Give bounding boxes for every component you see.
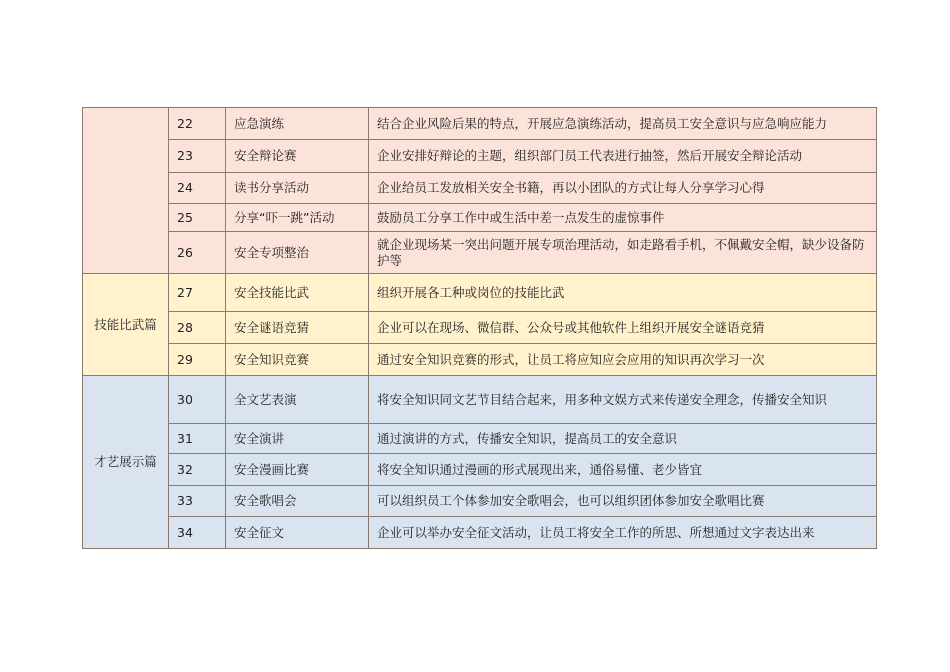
item-number: 25	[169, 204, 226, 232]
activity-name: 安全技能比武	[226, 274, 369, 312]
activity-name: 安全谜语竞猜	[226, 312, 369, 344]
table-row	[83, 140, 877, 173]
category-cell	[83, 108, 169, 274]
table-row	[83, 173, 877, 204]
item-number: 33	[169, 486, 226, 517]
activity-name: 读书分享活动	[226, 173, 369, 204]
table-row	[83, 232, 877, 274]
activity-description: 结合企业风险后果的特点，开展应急演练活动，提高员工安全意识与应急响应能力	[369, 108, 877, 140]
item-number: 23	[169, 140, 226, 173]
table-row	[83, 108, 877, 140]
item-number: 22	[169, 108, 226, 140]
table-row	[83, 312, 877, 344]
activity-description: 就企业现场某一突出问题开展专项治理活动，如走路看手机，不佩戴安全帽，缺少设备防护等	[369, 232, 877, 274]
activity-name: 安全知识竞赛	[226, 344, 369, 376]
activity-name: 分享“吓一跳”活动	[226, 204, 369, 232]
table-row	[83, 517, 877, 549]
activity-name: 安全辩论赛	[226, 140, 369, 173]
activity-name: 全文艺表演	[226, 376, 369, 424]
item-number: 24	[169, 173, 226, 204]
table-row	[83, 424, 877, 454]
activity-description: 企业安排好辩论的主题，组织部门员工代表进行抽签，然后开展安全辩论活动	[369, 140, 877, 173]
activity-description: 通过安全知识竞赛的形式，让员工将应知应会应用的知识再次学习一次	[369, 344, 877, 376]
activity-name: 安全漫画比赛	[226, 454, 369, 486]
activity-name: 安全征文	[226, 517, 369, 549]
item-number: 26	[169, 232, 226, 274]
item-number: 32	[169, 454, 226, 486]
activity-description: 组织开展各工种或岗位的技能比武	[369, 274, 877, 312]
activities-table	[82, 107, 877, 549]
activity-name: 安全歌唱会	[226, 486, 369, 517]
item-number: 30	[169, 376, 226, 424]
table-row	[83, 204, 877, 232]
table-row	[83, 274, 877, 312]
item-number: 34	[169, 517, 226, 549]
activity-description: 鼓励员工分享工作中或生活中差一点发生的虚惊事件	[369, 204, 877, 232]
activity-name: 安全专项整治	[226, 232, 369, 274]
table-row	[83, 486, 877, 517]
table-row	[83, 454, 877, 486]
activity-description: 将安全知识通过漫画的形式展现出来，通俗易懂、老少皆宜	[369, 454, 877, 486]
table-row	[83, 344, 877, 376]
table-row	[83, 376, 877, 424]
activity-description: 企业可以举办安全征文活动，让员工将安全工作的所思、所想通过文字表达出来	[369, 517, 877, 549]
item-number: 27	[169, 274, 226, 312]
item-number: 28	[169, 312, 226, 344]
category-cell: 才艺展示篇	[83, 376, 169, 549]
activity-description: 将安全知识同文艺节目结合起来，用多种文娱方式来传递安全理念，传播安全知识	[369, 376, 877, 424]
category-cell: 技能比武篇	[83, 274, 169, 376]
activity-name: 安全演讲	[226, 424, 369, 454]
activity-name: 应急演练	[226, 108, 369, 140]
activity-description: 通过演讲的方式，传播安全知识，提高员工的安全意识	[369, 424, 877, 454]
activity-description: 企业可以在现场、微信群、公众号或其他软件上组织开展安全谜语竞猜	[369, 312, 877, 344]
item-number: 31	[169, 424, 226, 454]
item-number: 29	[169, 344, 226, 376]
activity-description: 可以组织员工个体参加安全歌唱会，也可以组织团体参加安全歌唱比赛	[369, 486, 877, 517]
activity-description: 企业给员工发放相关安全书籍，再以小团队的方式让每人分享学习心得	[369, 173, 877, 204]
